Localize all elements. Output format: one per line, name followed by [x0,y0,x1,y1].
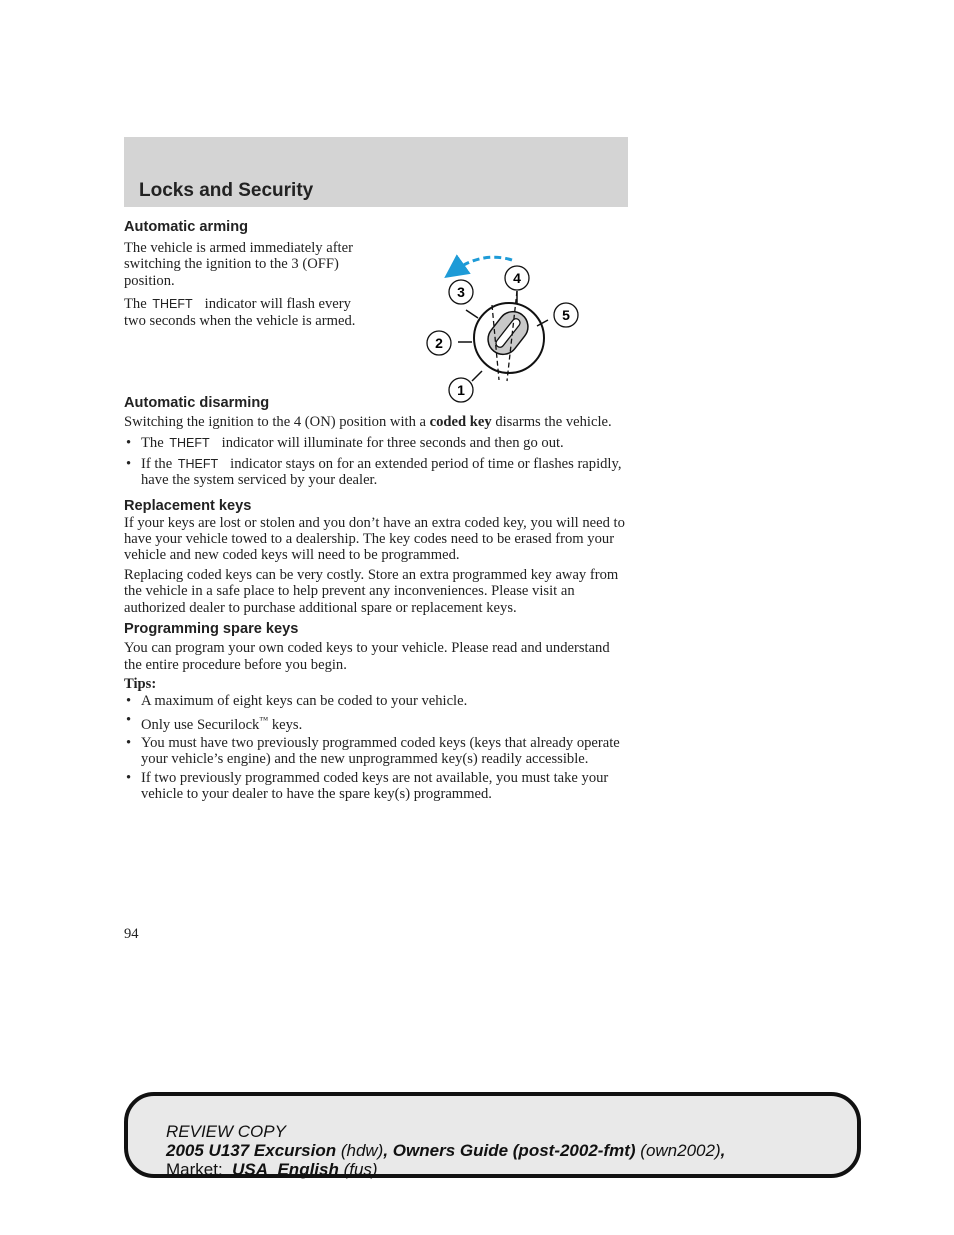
position-tick [466,310,478,318]
programming-spare-keys-heading: Programming spare keys [124,621,299,638]
list-item: • Only use Securilock™ keys. [124,712,628,733]
automatic-arming-section [124,218,374,329]
footer-line-3: Market: USA_English (fus) [166,1160,378,1179]
list-item: • If the THEFT indicator stays on for an extended period of time or flashes rapidly, have the system serviced by your dealer. [124,456,628,489]
replacement-keys-paragraph-1: If your keys are lost or stolen and you don’t have an extra coded key, you will need to have your vehicle towed to a dealership. The key codes need to be erased from your vehicle and new coded keys will need to be programmed. [124,514,625,564]
list-item: • If two previously programmed coded keys are not available, you must take your vehicle to your dealer to have the spare key(s) programmed. [124,770,628,803]
automatic-arming-paragraph: The vehicle is armed immediately after switching the ignition to the 3 (OFF) position. [124,240,353,289]
replacement-keys-heading: Replacement keys [124,497,252,514]
disarming-bullets [124,435,628,488]
svg-text:3: 3 [457,284,465,300]
trademark-mark: ™ [259,714,269,725]
automatic-disarming-paragraph: Switching the ignition to the 4 (ON) position with a coded key disarms the vehicle. [124,414,612,431]
theft-indicator-label: THEFT [169,436,210,451]
position-label-1 [449,378,473,402]
automatic-arming-heading: Automatic arming [124,219,249,235]
page-number: 94 [124,926,139,942]
footer-line-2: 2005 U137 Excursion (hdw), Owners Guide (post-2002-fmt) (own2002), [166,1141,726,1160]
footer-line-1: REVIEW COPY [166,1122,286,1141]
programming-spare-keys-section [124,620,628,803]
position-label-2 [427,331,451,355]
footer-text [166,1122,725,1179]
section-header-band [124,137,628,207]
list-item: • You must have two previously programmed coded keys (keys that already operate your vehicle’s engine) and the new unprogrammed key(s) readily accessible. [124,735,628,768]
position-label-4 [505,266,529,290]
ignition-positions-diagram [420,245,590,415]
svg-text:4: 4 [513,270,521,286]
review-copy-footer [124,1092,861,1178]
programming-spare-keys-paragraph: You can program your own coded keys to your vehicle. Please read and understand the entire procedure before you begin. [124,640,610,673]
theft-indicator-label: THEFT [177,456,219,471]
automatic-disarming-heading: Automatic disarming [124,395,270,412]
svg-text:1: 1 [457,382,465,398]
automatic-arming-indicator-paragraph: The THEFT indicator will flash every two seconds when the vehicle is armed. [124,296,356,329]
position-label-3 [449,280,473,304]
tips-list [124,693,628,802]
svg-text:2: 2 [435,335,443,351]
position-tick [472,371,482,381]
tips-label: Tips: [124,675,157,692]
section-title: Locks and Security [139,180,314,201]
replacement-keys-paragraph-2: Replacing coded keys can be very costly. Store an extra programmed key away from the vehicle in a safe place to help prevent any inconveniences. Please visit an authorized dealer to purchase additional spare or replacement keys. [124,566,619,616]
position-label-5 [554,303,578,327]
list-item: • The THEFT indicator will illuminate for three seconds and then go out. [124,435,628,451]
rotation-arrow-icon [454,257,512,271]
list-item: • A maximum of eight keys can be coded to your vehicle. [124,693,628,709]
replacement-keys-section [124,497,628,616]
theft-indicator-label: THEFT [152,297,193,312]
coded-key-bold: coded key [429,414,492,431]
svg-text:5: 5 [562,307,570,323]
